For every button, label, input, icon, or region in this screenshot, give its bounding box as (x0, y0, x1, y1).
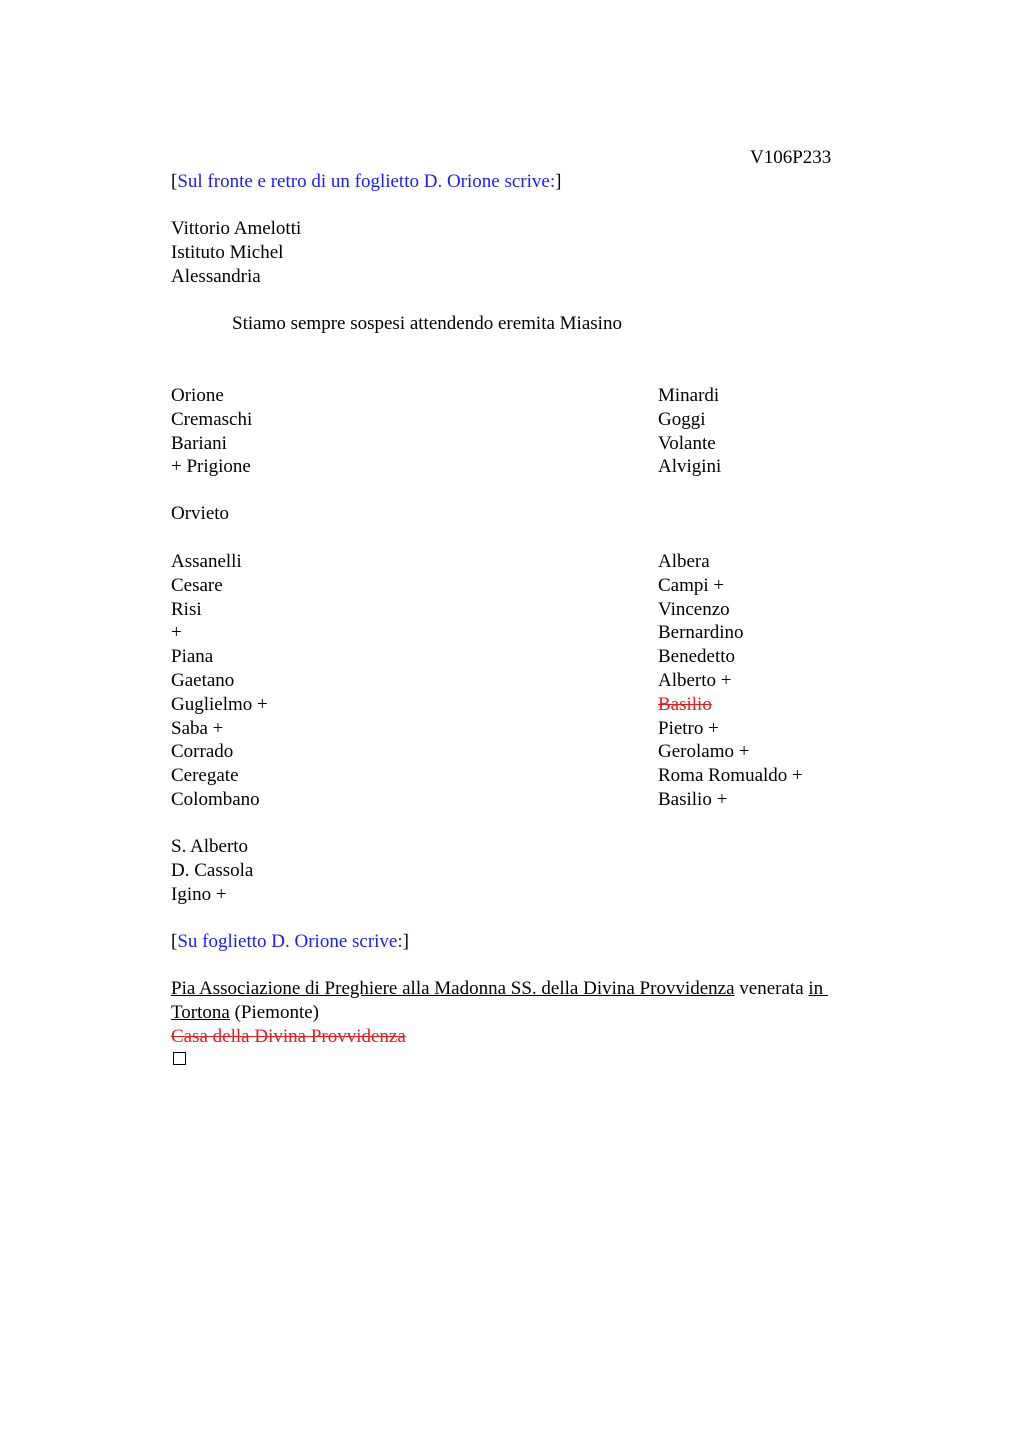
list-item: Gerolamo + (658, 741, 750, 763)
list-item: Alberto + (658, 669, 732, 691)
list-item: Risi (171, 598, 202, 620)
association-title: Pia Associazione di Preghiere alla Madonna SS. della Divina Provvidenza (171, 978, 735, 999)
list-item: Saba + (171, 717, 224, 739)
address-city: Alessandria (171, 266, 261, 287)
list-item: Benedetto (658, 646, 736, 668)
list-item: Bariani (171, 432, 227, 454)
empty-square-icon (173, 1052, 186, 1065)
struck-house-name: Casa della Divina Provvidenza (171, 1026, 406, 1047)
address-name: Vittorio Amelotti (171, 218, 302, 239)
list-item: Minardi (658, 385, 720, 406)
group-2-left-column (171, 550, 268, 812)
association-region: (Piemonte) (229, 1002, 320, 1023)
list-item: + (171, 622, 182, 644)
note-text: Sul fronte e retro di un foglietto D. Orione scrive: (177, 171, 556, 192)
list-item: Piana (171, 646, 214, 668)
list-item: Pietro + (658, 717, 719, 739)
list-item: Igino + (171, 883, 227, 905)
list-item: Ceregate (171, 765, 239, 787)
note-text: Su foglietto D. Orione scrive: (177, 931, 403, 952)
list-item: Albera (658, 551, 710, 572)
struck-list-item: Basilio (658, 693, 712, 715)
list-item: Cesare (171, 574, 223, 596)
group-3-column (171, 835, 253, 906)
list-item: S. Alberto (171, 836, 249, 857)
list-item: Cremaschi (171, 408, 253, 430)
place-heading: Orvieto (171, 503, 230, 524)
reference-code: V106P233 (750, 147, 832, 168)
note-close-bracket: ] (402, 931, 409, 952)
list-item: Gaetano (171, 669, 235, 691)
association-in: in (808, 978, 828, 999)
list-item: Campi + (658, 574, 725, 596)
note-open-bracket: [ (171, 931, 178, 952)
list-item: Bernardino (658, 622, 744, 644)
editorial-note-1 (171, 170, 561, 194)
association-place: Tortona (171, 1002, 230, 1023)
list-item: Alvigini (658, 456, 722, 478)
editorial-note-2 (171, 930, 409, 954)
list-item: Volante (658, 432, 716, 454)
list-item: Vincenzo (658, 598, 730, 620)
list-item: Assanelli (171, 551, 242, 572)
list-item: D. Cassola (171, 859, 254, 881)
association-verb: venerata (734, 978, 809, 999)
list-item: Goggi (658, 408, 706, 430)
association-title-line (171, 977, 828, 1001)
list-item: Corrado (171, 741, 234, 763)
list-item: Basilio + (658, 788, 728, 810)
list-item: + Prigione (171, 456, 251, 478)
group-1-left-column (171, 384, 252, 479)
list-item: Colombano (171, 788, 260, 810)
note-close-bracket: ] (555, 171, 562, 192)
address-institute: Istituto Michel (171, 242, 284, 263)
note-open-bracket: [ (171, 171, 178, 192)
list-item: Orione (171, 385, 224, 406)
list-item: Guglielmo + (171, 693, 268, 715)
group-1-right-column (658, 384, 721, 479)
group-2-right-column (658, 550, 803, 812)
list-item: Roma Romualdo + (658, 765, 803, 787)
message-line: Stiamo sempre sospesi attendendo eremita Miasino (232, 313, 622, 334)
association-place-line (171, 1001, 319, 1025)
